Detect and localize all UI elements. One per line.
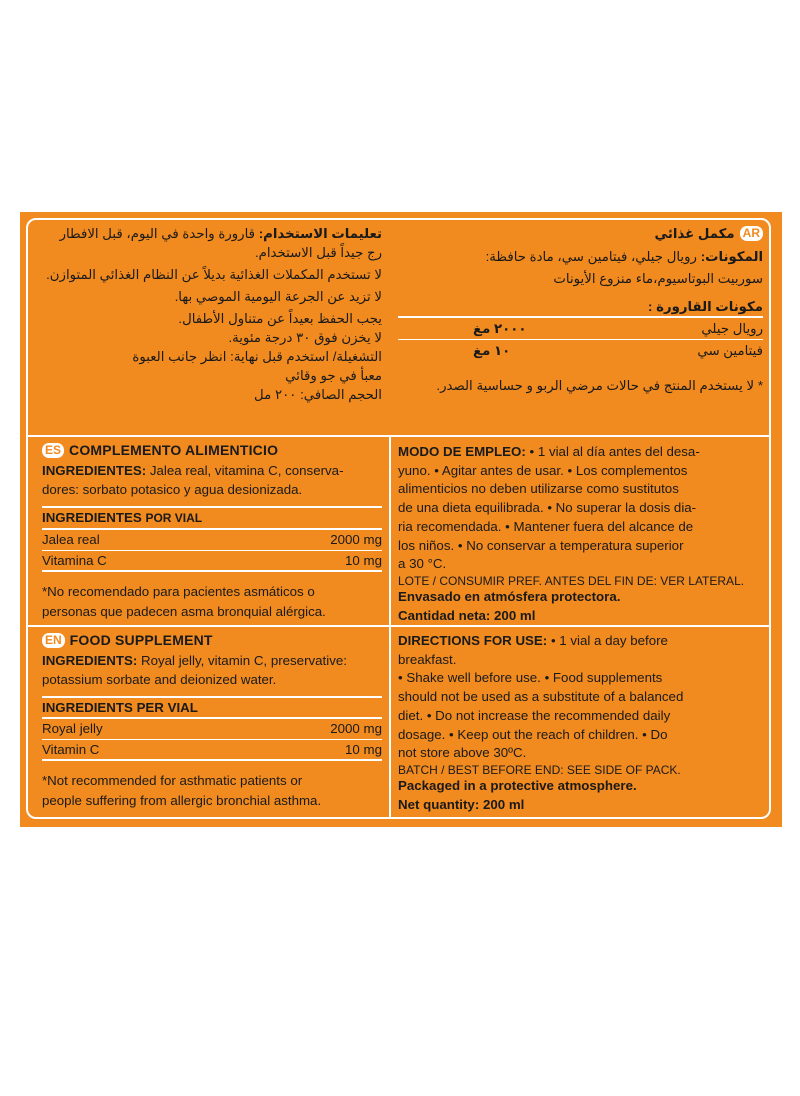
spanish-warning-line2: personas que padecen asma bronquial alérgica. — [42, 603, 326, 619]
arabic-row-amount: ٢٠٠٠ مغ — [473, 321, 527, 336]
arabic-directions-line: قارورة واحدة في اليوم، قبل الافطار — [59, 226, 256, 241]
arabic-directions-line: لا يخزن فوق ٣٠ درجة مئوية. — [228, 330, 382, 345]
spanish-directions-line: yuno. • Agitar antes de usar. • Los complementos — [398, 462, 688, 478]
spanish-directions-line: • 1 vial al día antes del desa- — [529, 444, 700, 459]
spanish-row-vitamin-c — [42, 551, 382, 573]
arabic-directions-line: معبأ في جو وقائي — [285, 368, 382, 383]
spanish-net-quantity: Cantidad neta: 200 ml — [398, 607, 536, 623]
english-directions-line: diet. • Do not increase the recommended daily — [398, 707, 671, 723]
spanish-row-amount: 10 mg — [345, 552, 382, 568]
arabic-warning: * لا يستخدم المنتج في حالات مرضي الربو و حساسية الصدر. — [436, 378, 763, 393]
spanish-per-vial-suffix: POR VIAL — [145, 510, 203, 525]
arabic-row-name: رويال جيلي — [701, 321, 763, 336]
arabic-ingredients-line2: سوربيت البوتاسيوم،ماء منزوع الأيونات — [553, 271, 763, 286]
spanish-lot: LOTE / CONSUMIR PREF. ANTES DEL FIN DE: VER LATERAL. — [398, 573, 745, 588]
arabic-title: مكمل غذائي — [654, 226, 735, 241]
english-directions-section — [398, 632, 768, 814]
spanish-ingredients-line1: Jalea real, vitamina C, conserva- — [149, 462, 344, 478]
spanish-directions-line: alimenticios no deben utilizarse como sustitutos — [398, 481, 679, 497]
arabic-ingredients — [398, 247, 763, 267]
arabic-per-vial-header: مكونات القارورة : — [398, 297, 763, 319]
english-row-name: Royal jelly — [42, 721, 103, 736]
spanish-directions-line: los niños. • No conservar a temperatura superior — [398, 537, 684, 553]
arabic-directions-line: يجب الحفظ بعيداً عن متناول الأطفال. — [178, 311, 382, 326]
english-warning-line2: people suffering from allergic bronchial asthma. — [42, 792, 322, 808]
spanish-per-vial-header — [42, 506, 382, 531]
spanish-language-badge: ES — [42, 443, 64, 458]
spanish-title: COMPLEMENTO ALIMENTICIO — [69, 442, 279, 458]
english-directions-label: DIRECTIONS FOR USE: — [398, 633, 548, 648]
spanish-directions-line: ria recomendada. • Mantener fuera del alcance de — [398, 518, 694, 534]
spanish-row-amount: 2000 mg — [330, 532, 382, 547]
english-row-amount: 10 mg — [345, 741, 382, 757]
spanish-ingredients — [42, 461, 382, 481]
english-ingredients-label: INGREDIENTS: — [42, 652, 138, 668]
spanish-directions-line: de una dieta equilibrada. • No superar la dosis dia- — [398, 500, 697, 516]
english-directions-line: not store above 30ºC. — [398, 745, 527, 761]
divider-vertical — [389, 435, 391, 819]
english-directions-line: dosage. • Keep out the reach of children. • Do — [398, 726, 668, 742]
english-ingredients — [42, 651, 382, 671]
product-label — [20, 212, 782, 827]
english-directions-line: should not be used as a substitute of a balanced — [398, 689, 684, 705]
arabic-directions-first — [32, 224, 382, 243]
spanish-title-line — [42, 441, 382, 461]
english-directions-line: breakfast. — [398, 651, 457, 667]
spanish-ingredients-label: INGREDIENTES: — [42, 462, 147, 478]
english-title: FOOD SUPPLEMENT — [69, 632, 213, 648]
spanish-directions-section — [398, 443, 768, 625]
arabic-directions-line: لا تستخدم المكملات الغذائية بديلاً عن النظام الغذائي المتوازن. — [46, 267, 382, 282]
english-per-vial-header: INGREDIENTS PER VIAL — [42, 696, 382, 720]
arabic-row-vitamin-c — [398, 340, 763, 361]
spanish-directions-first — [398, 443, 768, 462]
arabic-directions-label: تعليمات الاستخدام: — [258, 226, 382, 241]
spanish-ingredients-section — [42, 441, 382, 621]
spanish-row-royal-jelly — [42, 530, 382, 551]
arabic-directions-section — [32, 224, 382, 404]
english-title-line — [42, 631, 382, 651]
spanish-ingredients-line2: dores: sorbato potasico y agua desionizada. — [42, 482, 303, 497]
arabic-ingredients-section — [398, 224, 763, 396]
divider-arabic — [28, 435, 771, 437]
arabic-ingredients-line1: رويال جيلي، فيتامين سي، مادة حافظة: — [485, 248, 697, 264]
arabic-directions-line: التشغيلة/ استخدم قبل نهاية: انظر جانب العبوة — [132, 349, 382, 364]
arabic-title-line — [398, 224, 763, 244]
english-ingredients-section — [42, 631, 382, 810]
arabic-directions-line: الحجم الصافي: ٢٠٠ مل — [254, 387, 382, 402]
arabic-language-badge: AR — [740, 226, 763, 241]
arabic-row-royal-jelly — [398, 318, 763, 340]
arabic-row-amount: ١٠ مغ — [473, 342, 511, 358]
spanish-per-vial-label: INGREDIENTES — [42, 509, 142, 525]
english-row-vitamin-c — [42, 740, 382, 762]
spanish-packaged: Envasado en atmósfera protectora. — [398, 588, 621, 604]
english-row-royal-jelly — [42, 719, 382, 740]
english-directions-first — [398, 632, 768, 651]
english-language-badge: EN — [42, 633, 65, 648]
english-ingredients-line2: potassium sorbate and deionized water. — [42, 672, 277, 687]
english-net-quantity: Net quantity: 200 ml — [398, 796, 525, 812]
english-directions-line: • Shake well before use. • Food supplements — [398, 670, 663, 686]
english-row-name: Vitamin C — [42, 741, 100, 757]
spanish-row-name: Vitamina C — [42, 552, 107, 568]
english-ingredients-line1: Royal jelly, vitamin C, preservative: — [141, 652, 347, 668]
english-directions-line: • 1 vial a day before — [550, 633, 668, 648]
arabic-row-name: فيتامين سي — [697, 342, 763, 358]
spanish-directions-label: MODO DE EMPLEO: — [398, 444, 526, 459]
english-packaged: Packaged in a protective atmosphere. — [398, 777, 637, 793]
arabic-ingredients-label: المكونات: — [700, 248, 763, 264]
spanish-row-name: Jalea real — [42, 532, 100, 547]
spanish-warning-line1: *No recomendado para pacientes asmáticos o — [42, 584, 315, 599]
english-row-amount: 2000 mg — [330, 721, 382, 736]
arabic-directions-line: رج جيداً قبل الاستخدام. — [254, 245, 382, 260]
spanish-directions-line: a 30 °C. — [398, 556, 447, 572]
english-lot: BATCH / BEST BEFORE END: SEE SIDE OF PACK. — [398, 762, 681, 777]
arabic-directions-line: لا تزيد عن الجرعة اليومية الموصي بها. — [174, 289, 382, 304]
english-warning-line1: *Not recommended for asthmatic patients or — [42, 773, 303, 788]
